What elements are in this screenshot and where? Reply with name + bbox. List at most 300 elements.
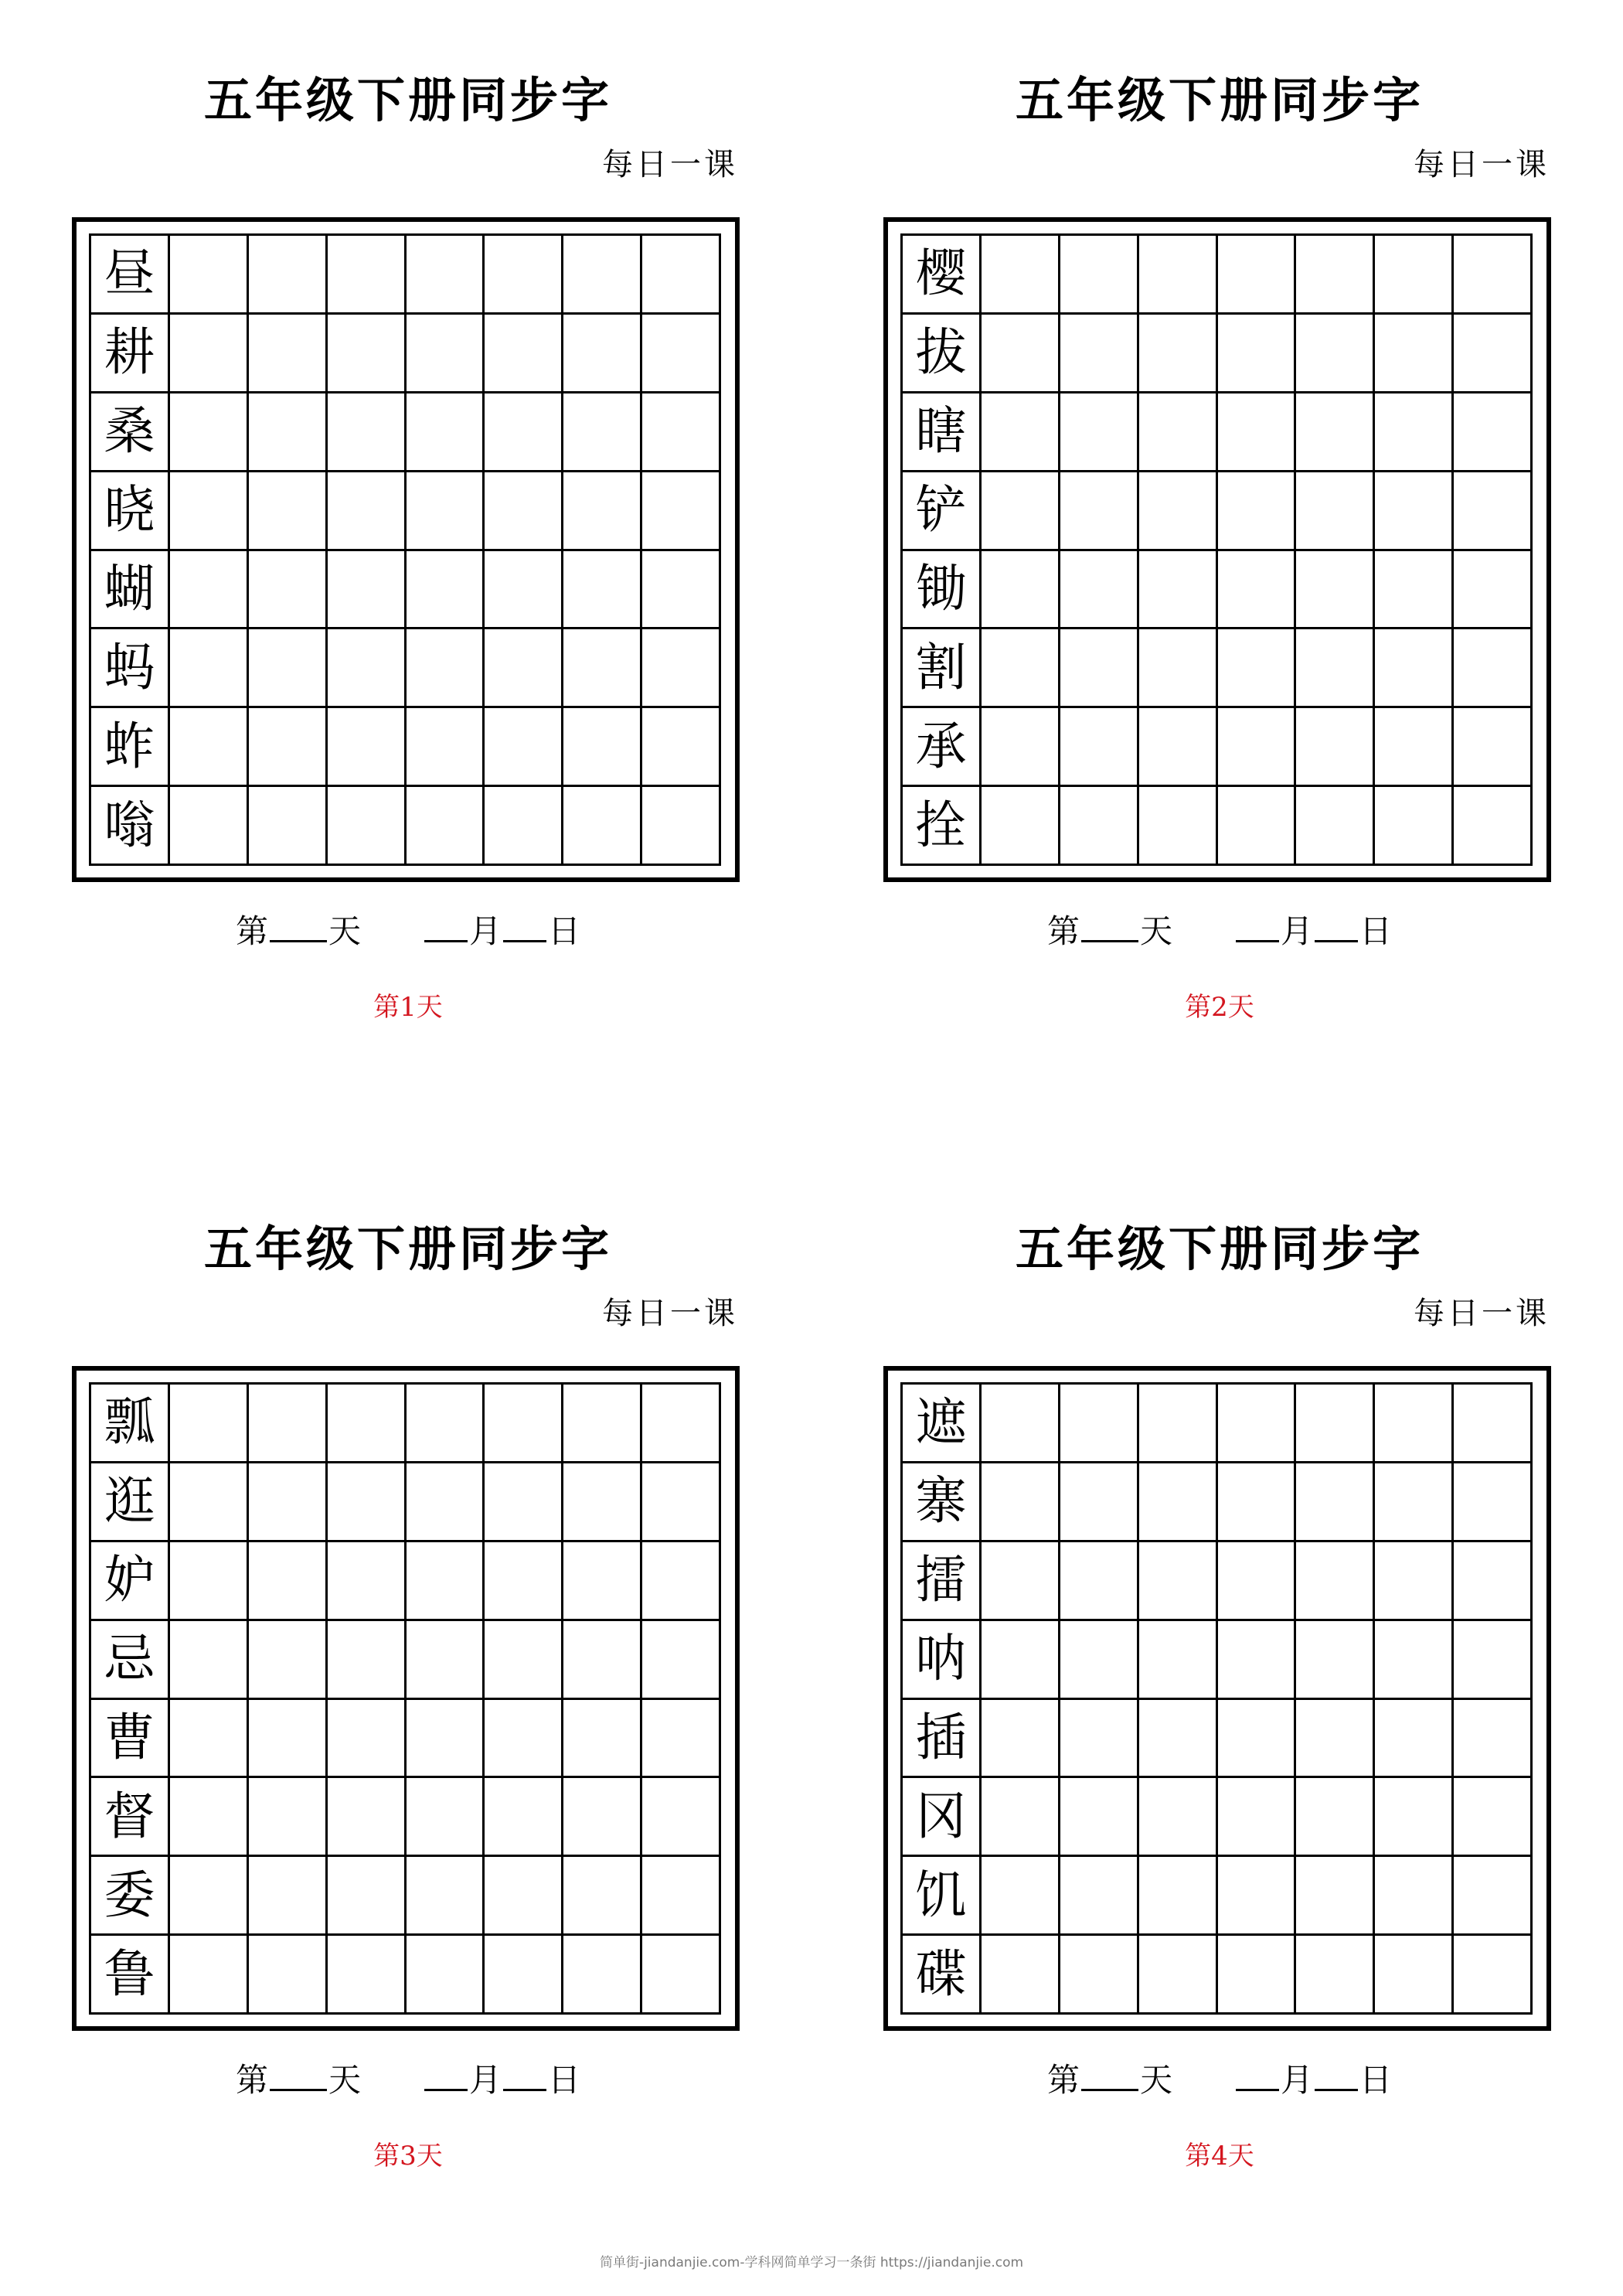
practice-cell[interactable] bbox=[328, 315, 407, 393]
practice-cell[interactable] bbox=[170, 629, 249, 708]
practice-cell[interactable] bbox=[563, 1778, 642, 1857]
practice-cell[interactable] bbox=[407, 1778, 485, 1857]
practice-cell[interactable] bbox=[249, 236, 328, 315]
model-character-cell: 鲁 bbox=[91, 1936, 170, 2015]
practice-cell[interactable] bbox=[407, 1700, 485, 1779]
practice-cell[interactable] bbox=[1060, 1463, 1139, 1542]
practice-cell[interactable] bbox=[982, 708, 1060, 787]
worksheet-panel-day-2 bbox=[883, 0, 1556, 1036]
practice-cell[interactable] bbox=[1454, 236, 1533, 315]
practice-cell[interactable] bbox=[1296, 393, 1375, 472]
date-blank[interactable] bbox=[1315, 912, 1358, 942]
practice-cell[interactable] bbox=[328, 708, 407, 787]
practice-cell[interactable] bbox=[642, 1857, 721, 1936]
practice-cell[interactable] bbox=[170, 1936, 249, 2015]
date-unit: 日 bbox=[1359, 912, 1393, 950]
practice-cell[interactable] bbox=[1218, 393, 1297, 472]
practice-cell[interactable] bbox=[1454, 787, 1533, 866]
practice-cell[interactable] bbox=[485, 1700, 563, 1779]
practice-cell[interactable] bbox=[563, 1463, 642, 1542]
practice-cell[interactable] bbox=[485, 315, 563, 393]
practice-cell[interactable] bbox=[1060, 787, 1139, 866]
practice-cell[interactable] bbox=[328, 551, 407, 630]
date-fill-line bbox=[883, 2057, 1556, 2104]
month-unit: 月 bbox=[1281, 912, 1314, 950]
practice-cell[interactable] bbox=[563, 787, 642, 866]
model-character-cell: 擂 bbox=[903, 1542, 982, 1621]
model-character-cell: 拔 bbox=[903, 315, 982, 393]
practice-cell[interactable] bbox=[249, 629, 328, 708]
worksheet-title: 五年级下册同步字 bbox=[203, 72, 612, 128]
practice-cell[interactable] bbox=[170, 551, 249, 630]
practice-cell[interactable] bbox=[1139, 551, 1218, 630]
practice-cell[interactable] bbox=[1060, 1542, 1139, 1621]
practice-cell[interactable] bbox=[982, 315, 1060, 393]
practice-cell[interactable] bbox=[1139, 472, 1218, 551]
day-label: 第4天 bbox=[1185, 2141, 1254, 2172]
practice-cell[interactable] bbox=[563, 551, 642, 630]
practice-cell[interactable] bbox=[1296, 315, 1375, 393]
practice-cell[interactable] bbox=[407, 708, 485, 787]
practice-cell[interactable] bbox=[1139, 1621, 1218, 1700]
worksheet-title: 五年级下册同步字 bbox=[203, 1221, 612, 1277]
practice-cell[interactable] bbox=[485, 472, 563, 551]
practice-cell[interactable] bbox=[1218, 1463, 1297, 1542]
date-blank[interactable] bbox=[503, 912, 546, 942]
practice-cell[interactable] bbox=[982, 629, 1060, 708]
practice-cell[interactable] bbox=[563, 708, 642, 787]
date-fill-line bbox=[72, 2057, 744, 2104]
practice-cell[interactable] bbox=[407, 236, 485, 315]
practice-cell[interactable] bbox=[1218, 1778, 1297, 1857]
practice-cell[interactable] bbox=[1454, 1936, 1533, 2015]
practice-cell[interactable] bbox=[642, 315, 721, 393]
practice-cell[interactable] bbox=[170, 236, 249, 315]
practice-cell[interactable] bbox=[328, 1857, 407, 1936]
practice-cell[interactable] bbox=[642, 1700, 721, 1779]
practice-cell[interactable] bbox=[249, 1385, 328, 1463]
practice-cell[interactable] bbox=[1454, 1621, 1533, 1700]
practice-cell[interactable] bbox=[1060, 551, 1139, 630]
practice-cell[interactable] bbox=[1296, 1463, 1375, 1542]
practice-cell[interactable] bbox=[485, 393, 563, 472]
practice-cell[interactable] bbox=[1139, 708, 1218, 787]
month-blank[interactable] bbox=[424, 2061, 468, 2091]
month-unit: 月 bbox=[1281, 2061, 1314, 2099]
practice-cell[interactable] bbox=[642, 1542, 721, 1621]
practice-cell[interactable] bbox=[328, 629, 407, 708]
practice-cell[interactable] bbox=[328, 1700, 407, 1779]
model-character-cell: 嗡 bbox=[91, 787, 170, 866]
practice-cell[interactable] bbox=[642, 629, 721, 708]
practice-cell[interactable] bbox=[1060, 1857, 1139, 1936]
practice-cell[interactable] bbox=[249, 1621, 328, 1700]
practice-cell[interactable] bbox=[982, 1936, 1060, 2015]
worksheet-panel-day-4 bbox=[883, 1149, 1556, 2185]
month-unit: 月 bbox=[469, 2061, 502, 2099]
practice-cell[interactable] bbox=[982, 1385, 1060, 1463]
practice-cell[interactable] bbox=[407, 315, 485, 393]
day-label: 第2天 bbox=[1185, 992, 1254, 1023]
month-blank[interactable] bbox=[424, 912, 468, 942]
practice-cell[interactable] bbox=[485, 236, 563, 315]
practice-cell[interactable] bbox=[1218, 1621, 1297, 1700]
date-blank[interactable] bbox=[503, 2061, 546, 2091]
practice-cell[interactable] bbox=[328, 1463, 407, 1542]
model-character-cell: 瓢 bbox=[91, 1385, 170, 1463]
practice-cell[interactable] bbox=[1454, 1385, 1533, 1463]
model-character-cell: 冈 bbox=[903, 1778, 982, 1857]
practice-cell[interactable] bbox=[170, 1778, 249, 1857]
practice-cell[interactable] bbox=[249, 393, 328, 472]
practice-cell[interactable] bbox=[328, 393, 407, 472]
practice-cell[interactable] bbox=[170, 1385, 249, 1463]
practice-cell[interactable] bbox=[563, 1857, 642, 1936]
practice-cell[interactable] bbox=[642, 393, 721, 472]
worksheet-title: 五年级下册同步字 bbox=[1015, 72, 1424, 128]
day-number-blank[interactable] bbox=[270, 912, 327, 942]
model-character-cell: 寨 bbox=[903, 1463, 982, 1542]
practice-cell[interactable] bbox=[1454, 629, 1533, 708]
practice-cell[interactable] bbox=[1454, 393, 1533, 472]
practice-cell[interactable] bbox=[249, 1936, 328, 2015]
practice-cell[interactable] bbox=[1218, 1857, 1297, 1936]
practice-cell[interactable] bbox=[485, 1621, 563, 1700]
model-character-cell: 承 bbox=[903, 708, 982, 787]
practice-cell[interactable] bbox=[1296, 236, 1375, 315]
day-number-blank[interactable] bbox=[1081, 912, 1138, 942]
writing-grid bbox=[89, 233, 721, 866]
practice-cell[interactable] bbox=[563, 1621, 642, 1700]
practice-cell[interactable] bbox=[563, 315, 642, 393]
practice-cell[interactable] bbox=[1296, 551, 1375, 630]
practice-cell[interactable] bbox=[1375, 1857, 1454, 1936]
date-prefix: 第 bbox=[235, 2061, 268, 2099]
model-character-cell: 耕 bbox=[91, 315, 170, 393]
date-fill-line bbox=[883, 908, 1556, 955]
practice-cell[interactable] bbox=[563, 472, 642, 551]
practice-cell[interactable] bbox=[170, 787, 249, 866]
writing-grid bbox=[900, 233, 1533, 866]
practice-cell[interactable] bbox=[1296, 1857, 1375, 1936]
practice-cell[interactable] bbox=[1060, 1778, 1139, 1857]
practice-cell[interactable] bbox=[642, 472, 721, 551]
practice-cell[interactable] bbox=[1060, 708, 1139, 787]
practice-cell[interactable] bbox=[407, 1542, 485, 1621]
practice-cell[interactable] bbox=[1296, 629, 1375, 708]
practice-cell[interactable] bbox=[1218, 1542, 1297, 1621]
practice-cell[interactable] bbox=[1454, 472, 1533, 551]
practice-cell[interactable] bbox=[1139, 629, 1218, 708]
practice-cell[interactable] bbox=[1375, 1463, 1454, 1542]
practice-cell[interactable] bbox=[328, 236, 407, 315]
practice-cell[interactable] bbox=[982, 1778, 1060, 1857]
practice-cell[interactable] bbox=[1296, 1936, 1375, 2015]
worksheet-subtitle: 每日一课 bbox=[1414, 147, 1550, 182]
model-character-cell: 樱 bbox=[903, 236, 982, 315]
practice-cell[interactable] bbox=[170, 315, 249, 393]
practice-cell[interactable] bbox=[1375, 1542, 1454, 1621]
practice-cell[interactable] bbox=[1218, 472, 1297, 551]
practice-cell[interactable] bbox=[328, 472, 407, 551]
practice-cell[interactable] bbox=[1139, 1700, 1218, 1779]
practice-cell[interactable] bbox=[170, 1542, 249, 1621]
practice-cell[interactable] bbox=[1060, 236, 1139, 315]
practice-cell[interactable] bbox=[1375, 236, 1454, 315]
model-character-cell: 督 bbox=[91, 1778, 170, 1857]
practice-cell[interactable] bbox=[982, 472, 1060, 551]
practice-cell[interactable] bbox=[407, 472, 485, 551]
practice-cell[interactable] bbox=[485, 1857, 563, 1936]
practice-cell[interactable] bbox=[328, 1385, 407, 1463]
worksheet-subtitle: 每日一课 bbox=[602, 1296, 738, 1331]
practice-cell[interactable] bbox=[1454, 1778, 1533, 1857]
practice-cell[interactable] bbox=[1375, 629, 1454, 708]
model-character-cell: 曹 bbox=[91, 1700, 170, 1779]
practice-cell[interactable] bbox=[170, 472, 249, 551]
practice-cell[interactable] bbox=[642, 1778, 721, 1857]
worksheet-subtitle: 每日一课 bbox=[1414, 1296, 1550, 1331]
practice-cell[interactable] bbox=[328, 1936, 407, 2015]
practice-cell[interactable] bbox=[328, 1542, 407, 1621]
practice-cell[interactable] bbox=[1454, 1857, 1533, 1936]
practice-cell[interactable] bbox=[1139, 393, 1218, 472]
practice-cell[interactable] bbox=[563, 393, 642, 472]
practice-cell[interactable] bbox=[485, 629, 563, 708]
practice-cell[interactable] bbox=[1218, 1700, 1297, 1779]
practice-cell[interactable] bbox=[982, 787, 1060, 866]
practice-cell[interactable] bbox=[982, 1463, 1060, 1542]
practice-cell[interactable] bbox=[1375, 551, 1454, 630]
model-character-cell: 妒 bbox=[91, 1542, 170, 1621]
practice-cell[interactable] bbox=[407, 1385, 485, 1463]
month-blank[interactable] bbox=[1236, 912, 1279, 942]
practice-cell[interactable] bbox=[563, 629, 642, 708]
practice-cell[interactable] bbox=[1375, 1700, 1454, 1779]
practice-cell[interactable] bbox=[1139, 1385, 1218, 1463]
practice-cell[interactable] bbox=[407, 1857, 485, 1936]
practice-cell[interactable] bbox=[249, 1463, 328, 1542]
model-character-cell: 蝴 bbox=[91, 551, 170, 630]
practice-cell[interactable] bbox=[1296, 1700, 1375, 1779]
practice-cell[interactable] bbox=[170, 1621, 249, 1700]
practice-cell[interactable] bbox=[485, 551, 563, 630]
day-unit: 天 bbox=[328, 2061, 361, 2099]
practice-cell[interactable] bbox=[1375, 315, 1454, 393]
practice-cell[interactable] bbox=[170, 708, 249, 787]
practice-cell[interactable] bbox=[642, 1463, 721, 1542]
writing-grid-frame bbox=[72, 1366, 740, 2031]
practice-cell[interactable] bbox=[1218, 1385, 1297, 1463]
practice-cell[interactable] bbox=[328, 1621, 407, 1700]
practice-cell[interactable] bbox=[1139, 236, 1218, 315]
practice-cell[interactable] bbox=[982, 236, 1060, 315]
practice-cell[interactable] bbox=[1218, 236, 1297, 315]
model-character-cell: 碟 bbox=[903, 1936, 982, 2015]
practice-cell[interactable] bbox=[1375, 1385, 1454, 1463]
practice-cell[interactable] bbox=[1139, 1542, 1218, 1621]
practice-cell[interactable] bbox=[485, 1936, 563, 2015]
practice-cell[interactable] bbox=[642, 1385, 721, 1463]
day-unit: 天 bbox=[1139, 2061, 1172, 2099]
practice-cell[interactable] bbox=[563, 1700, 642, 1779]
practice-cell[interactable] bbox=[1139, 315, 1218, 393]
practice-cell[interactable] bbox=[982, 1700, 1060, 1779]
practice-cell[interactable] bbox=[407, 1621, 485, 1700]
practice-cell[interactable] bbox=[1375, 787, 1454, 866]
practice-cell[interactable] bbox=[170, 1700, 249, 1779]
practice-cell[interactable] bbox=[485, 1463, 563, 1542]
practice-cell[interactable] bbox=[642, 1936, 721, 2015]
practice-cell[interactable] bbox=[1060, 472, 1139, 551]
model-character-cell: 割 bbox=[903, 629, 982, 708]
model-character-cell: 插 bbox=[903, 1700, 982, 1779]
practice-cell[interactable] bbox=[485, 1778, 563, 1857]
practice-cell[interactable] bbox=[249, 1778, 328, 1857]
practice-cell[interactable] bbox=[407, 629, 485, 708]
practice-cell[interactable] bbox=[1375, 1778, 1454, 1857]
model-character-cell: 遮 bbox=[903, 1385, 982, 1463]
date-unit: 日 bbox=[1359, 2061, 1393, 2099]
practice-cell[interactable] bbox=[1139, 1857, 1218, 1936]
practice-cell[interactable] bbox=[407, 551, 485, 630]
practice-cell[interactable] bbox=[1218, 629, 1297, 708]
practice-cell[interactable] bbox=[642, 236, 721, 315]
practice-cell[interactable] bbox=[1296, 1385, 1375, 1463]
writing-grid-frame bbox=[72, 217, 740, 882]
date-blank[interactable] bbox=[1315, 2061, 1358, 2091]
practice-cell[interactable] bbox=[1060, 1936, 1139, 2015]
practice-cell[interactable] bbox=[563, 1542, 642, 1621]
practice-cell[interactable] bbox=[249, 472, 328, 551]
practice-cell[interactable] bbox=[982, 1621, 1060, 1700]
practice-cell[interactable] bbox=[1139, 1463, 1218, 1542]
practice-cell[interactable] bbox=[563, 1936, 642, 2015]
practice-cell[interactable] bbox=[1060, 393, 1139, 472]
date-prefix: 第 bbox=[1046, 2061, 1080, 2099]
date-unit: 日 bbox=[548, 912, 581, 950]
practice-cell[interactable] bbox=[1060, 1621, 1139, 1700]
month-blank[interactable] bbox=[1236, 2061, 1279, 2091]
practice-cell[interactable] bbox=[249, 1542, 328, 1621]
model-character-cell: 拴 bbox=[903, 787, 982, 866]
practice-cell[interactable] bbox=[407, 1463, 485, 1542]
practice-cell[interactable] bbox=[1060, 629, 1139, 708]
practice-cell[interactable] bbox=[407, 393, 485, 472]
practice-cell[interactable] bbox=[1296, 787, 1375, 866]
day-label: 第3天 bbox=[373, 2141, 443, 2172]
practice-cell[interactable] bbox=[1296, 708, 1375, 787]
day-number-blank[interactable] bbox=[270, 2061, 327, 2091]
date-fill-line bbox=[72, 908, 744, 955]
practice-cell[interactable] bbox=[1218, 551, 1297, 630]
day-unit: 天 bbox=[1139, 912, 1172, 950]
practice-cell[interactable] bbox=[1375, 472, 1454, 551]
model-character-cell: 瞎 bbox=[903, 393, 982, 472]
practice-cell[interactable] bbox=[1454, 708, 1533, 787]
practice-cell[interactable] bbox=[982, 1542, 1060, 1621]
practice-cell[interactable] bbox=[407, 1936, 485, 2015]
practice-cell[interactable] bbox=[407, 787, 485, 866]
practice-cell[interactable] bbox=[249, 708, 328, 787]
practice-cell[interactable] bbox=[642, 787, 721, 866]
practice-cell[interactable] bbox=[1375, 1621, 1454, 1700]
practice-cell[interactable] bbox=[1060, 1385, 1139, 1463]
practice-cell[interactable] bbox=[1139, 1778, 1218, 1857]
practice-cell[interactable] bbox=[1454, 551, 1533, 630]
model-character-cell: 蚱 bbox=[91, 708, 170, 787]
practice-cell[interactable] bbox=[249, 1857, 328, 1936]
date-prefix: 第 bbox=[1046, 912, 1080, 950]
worksheet-panel-day-1 bbox=[72, 0, 744, 1036]
practice-cell[interactable] bbox=[249, 551, 328, 630]
practice-cell[interactable] bbox=[249, 787, 328, 866]
model-character-cell: 锄 bbox=[903, 551, 982, 630]
practice-cell[interactable] bbox=[1218, 708, 1297, 787]
practice-cell[interactable] bbox=[1139, 787, 1218, 866]
practice-cell[interactable] bbox=[1296, 1778, 1375, 1857]
day-number-blank[interactable] bbox=[1081, 2061, 1138, 2091]
practice-cell[interactable] bbox=[982, 551, 1060, 630]
practice-cell[interactable] bbox=[485, 1542, 563, 1621]
model-character-cell: 桑 bbox=[91, 393, 170, 472]
writing-grid bbox=[900, 1382, 1533, 2015]
practice-cell[interactable] bbox=[1218, 1936, 1297, 2015]
practice-cell[interactable] bbox=[170, 1857, 249, 1936]
practice-cell[interactable] bbox=[1139, 1936, 1218, 2015]
practice-cell[interactable] bbox=[1218, 315, 1297, 393]
practice-cell[interactable] bbox=[982, 1857, 1060, 1936]
practice-cell[interactable] bbox=[1375, 393, 1454, 472]
practice-cell[interactable] bbox=[1454, 1700, 1533, 1779]
practice-cell[interactable] bbox=[982, 393, 1060, 472]
practice-cell[interactable] bbox=[170, 1463, 249, 1542]
practice-cell[interactable] bbox=[642, 551, 721, 630]
practice-cell[interactable] bbox=[563, 236, 642, 315]
practice-cell[interactable] bbox=[328, 1778, 407, 1857]
practice-cell[interactable] bbox=[1375, 708, 1454, 787]
practice-cell[interactable] bbox=[1296, 472, 1375, 551]
model-character-cell: 呐 bbox=[903, 1621, 982, 1700]
worksheet-title: 五年级下册同步字 bbox=[1015, 1221, 1424, 1277]
practice-cell[interactable] bbox=[1454, 315, 1533, 393]
writing-grid-frame bbox=[883, 217, 1551, 882]
practice-cell[interactable] bbox=[642, 708, 721, 787]
model-character-cell: 忌 bbox=[91, 1621, 170, 1700]
practice-cell[interactable] bbox=[328, 787, 407, 866]
month-unit: 月 bbox=[469, 912, 502, 950]
practice-cell[interactable] bbox=[1296, 1542, 1375, 1621]
practice-cell[interactable] bbox=[1454, 1463, 1533, 1542]
practice-cell[interactable] bbox=[485, 787, 563, 866]
practice-cell[interactable] bbox=[642, 1621, 721, 1700]
practice-cell[interactable] bbox=[1060, 1700, 1139, 1779]
practice-cell[interactable] bbox=[563, 1385, 642, 1463]
practice-cell[interactable] bbox=[1296, 1621, 1375, 1700]
practice-cell[interactable] bbox=[249, 1700, 328, 1779]
practice-cell[interactable] bbox=[249, 315, 328, 393]
practice-cell[interactable] bbox=[1218, 787, 1297, 866]
practice-cell[interactable] bbox=[485, 1385, 563, 1463]
writing-grid-frame bbox=[883, 1366, 1551, 2031]
practice-cell[interactable] bbox=[485, 708, 563, 787]
practice-cell[interactable] bbox=[170, 393, 249, 472]
practice-cell[interactable] bbox=[1375, 1936, 1454, 2015]
practice-cell[interactable] bbox=[1454, 1542, 1533, 1621]
model-character-cell: 逛 bbox=[91, 1463, 170, 1542]
model-character-cell: 委 bbox=[91, 1857, 170, 1936]
practice-cell[interactable] bbox=[1060, 315, 1139, 393]
